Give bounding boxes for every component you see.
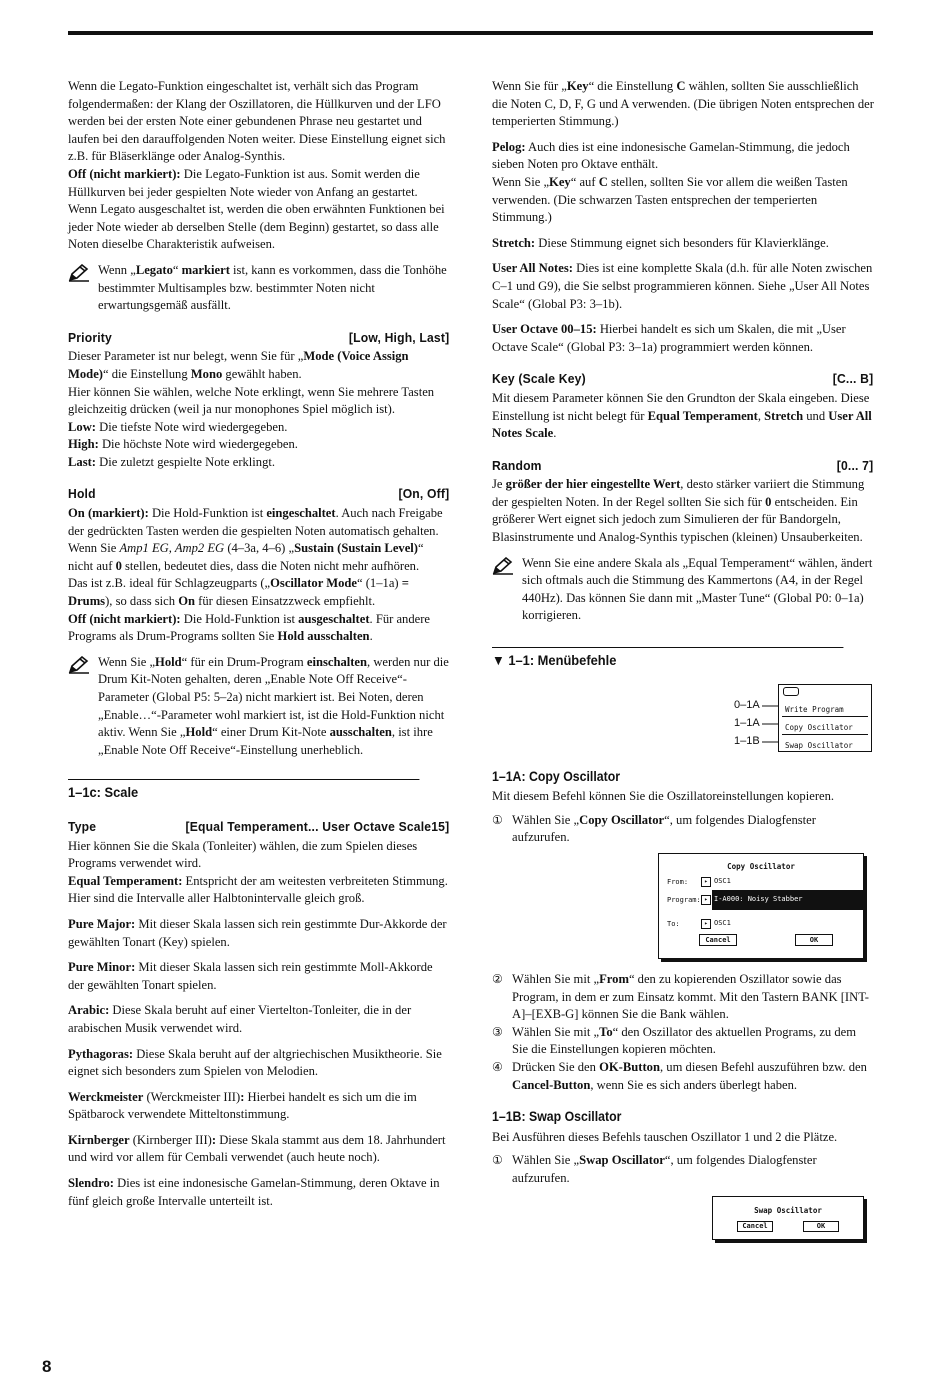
menu-popup-tab-icon <box>783 687 799 696</box>
dialog-title: Copy Oscillator <box>727 862 795 871</box>
scale-slendro: Slendro: Dies ist eine indonesische Gamelan-Stimmung, deren Oktave in fünf gleich große Intervalle unterteilt ist. <box>68 1176 440 1208</box>
pelog-key-paragraph: Wenn Sie „Key“ auf C stellen, sollten Sie vor allem die weißen Tasten verwenden. (Die schwarzen Tasten entsprechen der temperierten Stimmung.) <box>492 174 848 225</box>
legato-on-paragraph: Wenn die Legato-Funktion eingeschaltet ist, verhält sich das Program folgendermaßen: der Klang der Oszillatoren, die Hüllkurven und der LFO werden bei der ersten Note einer gebundenen Phrase neu gestartet und laufen bei den darauffolgenden Noten weiter. Diese Einstellung eignet sich z.B. für Bläserklänge oder Analog-Synthis. <box>68 79 446 164</box>
priority-last: Last: Die zuletzt gespielte Note erklingt. <box>68 454 276 469</box>
menu-item-swap-oscillator[interactable]: Swap Oscillator <box>785 740 853 750</box>
menu-item-copy-oscillator[interactable]: Copy Oscillator <box>785 722 853 732</box>
scale-kirnberger: Kirnberger (Kirnberger III): Diese Skala stammt aus dem 18. Jahrhundert und wird vor allem für Cembali verwendet (auch heute noch). <box>68 1132 446 1165</box>
priority-high: High: Die höchste Note wird wiedergegeben. <box>68 437 298 452</box>
swap-osc-p1: Bei Ausführen dieses Befehls tauschen Oszillator 1 und 2 die Plätze. <box>492 1129 838 1144</box>
copy-step-2: ② Wählen Sie mit „From“ den zu kopierenden Oszillator sowie das Program, in dem er zum Einsatz kommt. Mit den Tastern BANK [INT-A]–[EXB-G] können Sie die Bank wählen. <box>492 972 869 1022</box>
dialog-to-value[interactable]: OSC1 <box>714 919 731 927</box>
dialog-cancel-button[interactable]: Cancel <box>699 934 737 946</box>
dialog-to-popup-icon[interactable]: ▸ <box>701 919 711 929</box>
legato-off-more: Wenn Legato ausgeschaltet ist, werden die oben erwähnten Funktionen bei jeder Note wieder ab derselben Stelle (dem Beginn) gestartet, so dass alle Noten dieselbe Charakteristik aufweisen. <box>68 202 445 252</box>
right-column <box>492 78 874 1256</box>
hold-heading: Hold [On, Off] <box>68 486 450 502</box>
scale-user-all: User All Notes: Dies ist eine komplette Skala (d.h. für alle Noten zwischen C–1 und G9), die Sie selbst programmieren können. Siehe „User All Notes Scale“ (Global P3: 3–1b). <box>492 261 873 311</box>
page-number: 8 <box>42 1357 52 1376</box>
copy-osc-p1: Mit diesem Befehl können Sie die Oszillatoreinstellungen kopieren. <box>492 789 835 804</box>
key-c-paragraph: Wenn Sie für „Key“ die Einstellung C wählen, sollten Sie ausschließlich die Noten C, D, F, G und A verwenden. (Die übrigen Noten entsprechen der temperierten Stimmung.) <box>492 79 874 129</box>
note-hold: Wenn Sie „Hold“ für ein Drum-Program einschalten, werden nur die Drum Kit-Noten gehalten, deren „Enable Note Off Receive“-Parameter (Global P5: 5–2a) nicht markiert ist. Bei Noten, deren „Enable…“-Parameter wohl markiert ist, ist die Hold-Funktion nicht aktiv. Wenn Sie „Hold“ einer Drum Kit-Note ausschalten, ist ihre „Enable Note Off Receive“-Einstellung unerheblich. <box>68 654 450 760</box>
scale-pythagoras: Pythagoras: Diese Skala beruht auf der altgriechischen Musiktheorie. Sie eignet sich besonders zum Spielen von Melodien. <box>68 1046 442 1079</box>
random-heading: Random [0... 7] <box>492 457 874 473</box>
menu-refs <box>734 696 760 750</box>
copy-step-4: ④ Drücken Sie den OK-Button, um diesen Befehl auszuführen bzw. den Cancel-Button, wenn Sie es sich anders überlegt haben. <box>492 1059 867 1092</box>
menu-popup <box>778 684 872 752</box>
menu-item-write-program[interactable]: Write Program <box>785 704 844 714</box>
scale-werckmeister: Werckmeister (Werckmeister III): Hierbei handelt es sich um die im Spätbarock verwendete Mitteltonstimmung. <box>68 1089 417 1122</box>
scale-section-heading: 1–1c: Scale <box>68 779 419 802</box>
top-rule <box>68 31 873 35</box>
menu-figure <box>492 674 874 754</box>
copy-osc-heading: 1–1A: Copy Oscillator <box>492 768 621 784</box>
priority-heading: Priority [Low, High, Last] <box>68 329 450 345</box>
random-paragraph: Je größer der hier eingestellte Wert, desto stärker variiert die Stimmung der gespielten Noten. In der Regel sollten Sie sich für 0 entscheiden. Ein größerer Wert eignet sich jedoch zum Simulieren der für Bandorgeln, Blasinstrumente und Analog-Synthis typischen (kleinen) Unsauberkeiten. <box>492 477 865 545</box>
priority-low: Low: Die tiefste Note wird wiedergegeben. <box>68 419 288 434</box>
hold-drum: Das ist z.B. ideal für Schlagzeugparts („Oscillator Mode“ (1–1a) = Drums), so dass sich On für diesen Einsatzzweck empfiehlt. <box>68 576 409 609</box>
dialog-from-popup-icon[interactable]: ▸ <box>701 877 711 887</box>
scale-pelog: Pelog: Auch dies ist eine indonesische Gamelan-Stimmung, die jedoch sieben Noten pro Oktave enthält. <box>492 139 850 172</box>
priority-p2: Hier können Sie wählen, welche Note erklingt, wenn Sie mehrere Tasten gleichzeitig drücken (weil ja nur monophones Spiel möglich ist). <box>68 384 435 417</box>
copy-oscillator-dialog <box>658 853 864 959</box>
copy-step-1: ① Wählen Sie „Copy Oscillator“, um folgendes Dialogfenster aufzurufen. <box>492 812 816 845</box>
hold-off: Off (nicht markiert): Die Hold-Funktion ist ausgeschaltet. Für andere Programs als Drum-Programs sollten Sie Hold ausschalten. <box>68 611 431 644</box>
dialog-from-label: From: <box>667 878 689 886</box>
priority-p1: Dieser Parameter ist nur belegt, wenn Sie für „Mode (Voice Assign Mode)“ die Einstellung Mono gewählt haben. <box>68 349 409 381</box>
hold-on: On (markiert): Die Hold-Funktion ist eingeschaltet. Auch nach Freigabe der gedrückten Tasten werden die gespielten Noten automatisch gehalten. Wenn Sie Amp1 EG, Amp2 EG (4–3a, 4–6) „Sustain (Sustain Level)“ nicht auf 0 stellen, bedeutet dies, dass die Noten nicht mehr aufhören. <box>68 506 443 573</box>
dialog-program-popup-icon[interactable]: ▸ <box>701 895 711 905</box>
menu-ref: 1–1B <box>734 734 760 747</box>
swap-osc-heading: 1–1B: Swap Oscillator <box>492 1109 622 1125</box>
key-scale-heading: Key (Scale Key) [C... B] <box>492 371 874 387</box>
note-random: Wenn Sie eine andere Skala als „Equal Temperament“ wählen, ändert sich oftmals auch die Stimmung des Kammertons (A4, in der Regel 440Hz). Das können Sie dann mit „Master Tune“ (Global P0: 0–1a) korrigieren. <box>492 555 874 625</box>
swap-ok-button[interactable]: OK <box>803 1221 839 1232</box>
swap-cancel-button[interactable]: Cancel <box>737 1221 773 1232</box>
dialog-from-value[interactable]: OSC1 <box>714 877 731 885</box>
pencil-note-icon <box>68 654 98 760</box>
type-p1: Hier können Sie die Skala (Tonleiter) wählen, die zum Spielen dieses Programs verwendet wird. <box>68 838 418 871</box>
scale-stretch: Stretch: Diese Stimmung eignet sich besonders für Klavierklänge. <box>492 235 829 250</box>
legato-off-paragraph: Off (nicht markiert): Die Legato-Funktion ist aus. Somit werden die Hüllkurven bei jeder gespielten Note wieder von Anfang an gestartet. <box>68 166 420 199</box>
scale-user-octave: User Octave 00–15: Hierbei handelt es sich um Skalen, die mit „User Octave Scale“ (Global P3: 3–1a) programmiert werden können. <box>492 322 846 354</box>
copy-dialog-figure <box>492 853 874 971</box>
copy-step-3: ③ Wählen Sie mit „To“ den Oszillator des aktuellen Programs, zu dem Sie die Einstellungen kopieren möchten. <box>492 1024 857 1057</box>
dialog-to-label: To: <box>667 920 680 928</box>
dialog-program-label: Program: <box>667 896 701 904</box>
pencil-note-icon <box>68 262 98 315</box>
scale-equal: Equal Temperament: Entspricht der am weitesten verbreiteten Stimmung. Hier sind die Intervalle aller Halbtonintervalle gleich groß. <box>68 873 448 906</box>
menu-ref: 0–1A <box>734 698 760 711</box>
scale-arabic: Arabic: Diese Skala beruht auf einer Viertelton-Tonleiter, die in der arabischen Musik verwendet wird. <box>68 1003 412 1035</box>
type-heading: Type [Equal Temperament... User Octave Scale15] <box>68 818 450 834</box>
menu-ref: 1–1A <box>734 716 760 729</box>
pencil-note-icon <box>492 555 522 625</box>
left-column <box>68 78 450 1218</box>
swap-step-1: ① Wählen Sie „Swap Oscillator“, um folgendes Dialogfenster aufzurufen. <box>492 1153 817 1185</box>
menu-section-heading: ▼ 1–1: Menübefehle <box>492 647 843 670</box>
key-scale-paragraph: Mit diesem Parameter können Sie den Grundton der Skala eingeben. Diese Einstellung ist nicht belegt für Equal Temperament, Stretch und User All Notes Scale. <box>492 390 872 441</box>
swap-oscillator-dialog <box>712 1196 864 1240</box>
scale-pure-minor: Pure Minor: Mit dieser Skala lassen sich rein gestimmte Moll-Akkorde der gewählten Tonart spielen. <box>68 960 433 992</box>
dialog-program-value[interactable]: I-A000: Noisy Stabber <box>712 890 864 910</box>
swap-dialog-title: Swap Oscillator <box>754 1205 822 1215</box>
dialog-ok-button[interactable]: OK <box>795 934 833 946</box>
swap-dialog-figure <box>492 1196 874 1256</box>
scale-pure-major: Pure Major: Mit dieser Skala lassen sich rein gestimmte Dur-Akkorde der gewählten Tonart (Key) spielen. <box>68 916 447 949</box>
note-legato: Wenn „Legato“ markiert ist, kann es vorkommen, dass die Tonhöhe bestimmter Multisamples bzw. bestimmter Noten nicht erwartungsgemäß ausfällt. <box>68 262 450 315</box>
